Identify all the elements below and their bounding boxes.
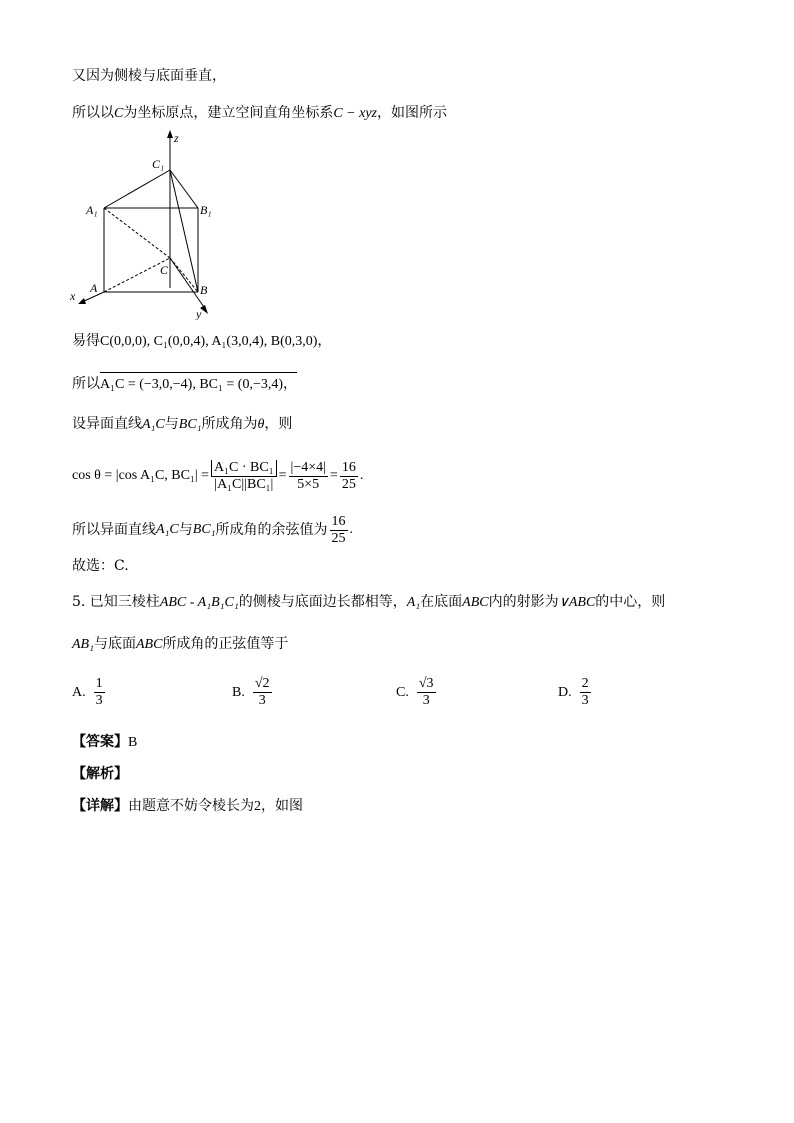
text-l7c: 所成角的余弦值为 bbox=[215, 522, 328, 538]
text-l7b: 与 bbox=[178, 522, 193, 538]
edge-c1-a1 bbox=[104, 170, 170, 208]
q5-ab1: AB₁ bbox=[72, 637, 94, 652]
x-arrow-icon bbox=[78, 298, 86, 304]
text-l2b: 为坐标原点，建立空间直角坐标系 bbox=[123, 105, 334, 121]
option-c[interactable] bbox=[396, 676, 438, 709]
option-b[interactable] bbox=[232, 676, 274, 709]
option-b-fraction bbox=[253, 676, 272, 709]
detail-text: 由题意不妨令棱长为 bbox=[128, 798, 254, 814]
label-c1: C₁ bbox=[152, 157, 165, 171]
q5-line2-b: 所成角的正弦值等于 bbox=[162, 636, 289, 652]
option-b-letter: B. bbox=[232, 684, 245, 700]
coord-system: C − xyz bbox=[333, 106, 378, 121]
frac-answer-num: 16 bbox=[331, 513, 346, 529]
q5-a1: A₁ bbox=[406, 595, 421, 610]
answer-value: B bbox=[128, 735, 138, 750]
text-line-1 bbox=[72, 66, 226, 86]
text-l5a: 设异面直线 bbox=[72, 416, 142, 432]
q5-triangle: ∨ABC bbox=[558, 595, 596, 610]
text-l5b: 与 bbox=[164, 416, 179, 432]
answer-line bbox=[72, 732, 137, 753]
fraction-answer bbox=[330, 514, 348, 547]
text-line-8 bbox=[72, 556, 129, 576]
option-c-fraction bbox=[417, 676, 436, 709]
option-d-letter: D. bbox=[558, 684, 572, 700]
text-l5c: 所成角为 bbox=[201, 416, 258, 432]
option-c-num: √3 bbox=[418, 676, 434, 691]
option-b-den: 3 bbox=[258, 693, 266, 708]
label-b1: B₁ bbox=[200, 203, 212, 217]
z-arrow-icon bbox=[167, 130, 173, 138]
label-z: z bbox=[174, 131, 179, 145]
option-d-num: 2 bbox=[581, 676, 589, 691]
text-line-3 bbox=[72, 331, 331, 352]
line-bc1-2: BC₁ bbox=[192, 522, 216, 537]
q5-line2-abc: ABC bbox=[135, 637, 163, 652]
text-line-2 bbox=[72, 103, 447, 124]
option-a[interactable] bbox=[72, 676, 107, 709]
label-a1: A₁ bbox=[86, 203, 98, 217]
option-c-den: 3 bbox=[422, 693, 430, 708]
theta: θ bbox=[257, 417, 265, 432]
text-l2c: ，如图所示 bbox=[377, 105, 448, 121]
label-x: x bbox=[70, 289, 76, 303]
frac-result-num: 16 bbox=[341, 459, 356, 475]
text-l7a: 所以异面直线 bbox=[72, 522, 156, 538]
label-y: y bbox=[196, 307, 202, 320]
text-l1: 又因为侧棱与底面垂直， bbox=[72, 68, 226, 84]
frac-dot-num: A₁C · BC₁ bbox=[211, 460, 277, 477]
frac-values-den: 5×5 bbox=[297, 476, 320, 492]
detail-label: 【详解】 bbox=[72, 798, 128, 814]
q5-text-d: 内的射影为 bbox=[488, 594, 559, 610]
option-d-fraction bbox=[580, 676, 591, 709]
label-b: B bbox=[200, 283, 208, 297]
detail-tail: ，如图 bbox=[261, 798, 303, 814]
coordinates: C(0,0,0), C₁(0,0,4), A₁(3,0,4), B(0,3,0)， bbox=[100, 334, 332, 349]
frac-result-den: 25 bbox=[341, 476, 356, 492]
frac-dot-den: |A₁C||BC₁| bbox=[214, 476, 274, 492]
q5-abc: ABC bbox=[462, 595, 489, 610]
choice-c: 故选：C. bbox=[72, 558, 129, 574]
option-a-letter: A. bbox=[72, 684, 86, 700]
fraction-values bbox=[289, 460, 328, 493]
q5-text-c: 在底面 bbox=[420, 594, 463, 610]
q5-line2-a: 与底面 bbox=[93, 636, 136, 652]
text-l3a: 易得 bbox=[72, 333, 100, 349]
answer-label: 【答案】 bbox=[72, 734, 128, 750]
option-b-num: √2 bbox=[254, 676, 270, 691]
q5-text-a: 5. 已知三棱柱 bbox=[72, 594, 160, 610]
analysis-line bbox=[72, 764, 128, 784]
text-l4a: 所以 bbox=[72, 376, 100, 392]
option-a-fraction bbox=[94, 676, 105, 709]
var-c: C bbox=[114, 106, 124, 121]
detail-num: 2 bbox=[254, 799, 261, 814]
question-5-line-1 bbox=[72, 592, 665, 613]
text-line-7: 所以异面直线 A₁C 与 BC₁ 所成角的余弦值为 $\frac{16}{25}$ . bbox=[72, 513, 354, 546]
line-a1c: A₁C bbox=[142, 417, 165, 432]
line-a1c-2: A₁C bbox=[156, 522, 179, 537]
frac-values-num: |−4×4| bbox=[290, 459, 326, 475]
text-line-4 bbox=[72, 374, 297, 395]
hidden-a1-c bbox=[104, 208, 170, 258]
label-a: A bbox=[90, 281, 98, 295]
cos-expression: cos θ = |cos A₁C, BC₁| = bbox=[72, 468, 210, 483]
cos-formula: cos θ = |cos A₁C, BC₁| = $\frac{\text{A₁C · BC₁}}{\text{|A₁C||BC₁|}}$ = $\frac{|-4\times 4|}{5\times 5}$ = $\frac{16}{25}$ . bbox=[72, 459, 364, 492]
detail-line bbox=[72, 796, 303, 817]
option-a-den: 3 bbox=[95, 693, 103, 708]
fraction-result bbox=[340, 460, 358, 493]
frac-answer-den: 25 bbox=[331, 530, 346, 546]
q5-prism: ABC - A₁B₁C₁ bbox=[159, 595, 239, 610]
option-d[interactable] bbox=[558, 676, 593, 709]
q5-text-b: 的侧棱与底面边长都相等， bbox=[238, 594, 407, 610]
question-5-line-2 bbox=[72, 634, 288, 655]
option-c-letter: C. bbox=[396, 684, 409, 700]
equals-2: = bbox=[329, 468, 338, 483]
label-c: C bbox=[160, 263, 169, 277]
text-l2a: 所以以 bbox=[72, 105, 114, 121]
text-line-5 bbox=[72, 414, 292, 435]
q5-text-e: 的中心，则 bbox=[595, 594, 666, 610]
option-d-den: 3 bbox=[581, 693, 589, 708]
vectors: A₁C = (−3,0,−4), BC₁ = (0,−3,4)， bbox=[100, 375, 297, 395]
option-a-num: 1 bbox=[95, 676, 103, 691]
equals-1: = bbox=[278, 468, 287, 483]
text-l5d: ，则 bbox=[264, 416, 293, 432]
fraction-dot bbox=[211, 460, 277, 493]
line-bc1: BC₁ bbox=[178, 417, 202, 432]
analysis-label: 【解析】 bbox=[72, 766, 128, 782]
prism-figure bbox=[66, 128, 226, 320]
